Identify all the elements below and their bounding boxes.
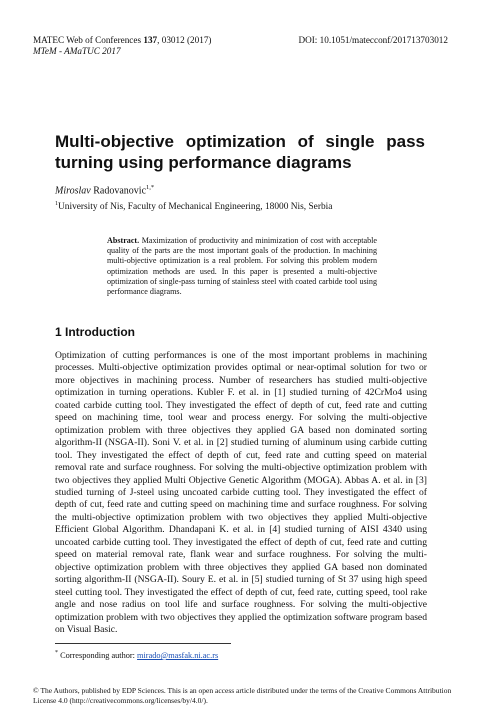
conference-name: MTeM - AMaTUC 2017 bbox=[33, 46, 121, 56]
footnote-label: Corresponding author: bbox=[58, 650, 138, 660]
affiliation bbox=[55, 201, 332, 212]
corresponding-email-link[interactable]: mirado@masfak.ni.ac.rs bbox=[137, 650, 219, 660]
footnote-mark: * bbox=[55, 650, 58, 656]
author-family-name: Radovanovic bbox=[90, 185, 147, 197]
running-header-left bbox=[33, 35, 211, 57]
journal-citation: MATEC Web of Conferences 137, 03012 (2017) bbox=[33, 35, 212, 45]
footnote-divider bbox=[55, 643, 231, 644]
author-superscript: 1,* bbox=[146, 184, 155, 191]
abstract-label: Abstract. bbox=[107, 236, 140, 245]
footnote bbox=[55, 650, 218, 660]
author-line bbox=[55, 184, 154, 196]
author-given-name: Miroslav bbox=[55, 185, 91, 197]
journal-volume: 137 bbox=[143, 35, 158, 45]
abstract bbox=[107, 236, 377, 297]
abstract-text: Maximization of productivity and minimization of cost with acceptable quality of the parts are the most important goals of the production. In machining multi-objective optimization is a real problem. For solving this problem modern optimization methods are used. In this paper is presented a multi-objective optimization of single-pass turning of stainless steel with coated carbide tool using performance diagrams. bbox=[107, 236, 377, 297]
affiliation-text: University of Nis, Faculty of Mechanical Engineering, 18000 Nis, Serbia bbox=[58, 202, 333, 213]
introduction-paragraph: Optimization of cutting performances is one of the most important problems in machining processes. Multi-objective optimization provides optimal or near-optimal solution for two or more objectives in machining process. Number of researchers has studied multi-objective optimization in turning operations. Kubler F. et al. in [1] studied turning of 42CrMo4 using coated carbide cutting tool. They investigated the effect of depth of cut, feed rate and cutting speed on machining time, tool wear and process energy. For solving the multi-objective optimization problem with three objectives they applied GA based non dominated sorting algorithm-II (NSGA-II). Soni V. et al. in [2] studied turning of aluminum using carbide cutting tool. They investigated the effect of depth of cut, feed rate and cutting speed on material removal rate and surface roughness. For solving the multi-objective optimization problem with two objectives they applied Multi Objective Genetic Algorithm (MOGA). Abbas A. et al. in [3] studied turning of J-steel using uncoated carbide cutting tool. They investigated the effect of depth of cut, feed rate and cutting speed on machining time and surface roughness. For solving the multi-objective optimization problem with two objectives they applied Multi-objective Efficient Global Algorithm. Dhandapani K. et al. in [4] studied turning of AISI 4340 using uncoated carbide cutting tool. They investigated the effect of depth of cut, feed rate and cutting speed on material removal rate, flank wear and surface roughness. For solving the multi-objective optimization problem with three objectives they applied GA based non dominated sorting algorithm-II (NSGA-II). Soury E. et al. in [5] studied turning of St 37 using high speed steel cutting tool. They investigated the effect of depth of cut, feed rate, cutting speed, tool rake angle and nose radius on tool life and surface roughness. For solving the multi-objective optimization problem with two objectives they applied the optimization software program based on Visual Basic. bbox=[55, 350, 427, 635]
section-heading: 1 Introduction bbox=[55, 325, 135, 339]
doi-label: DOI: 10.1051/matecconf/201713703012 bbox=[298, 35, 448, 45]
license-notice: © The Authors, published by EDP Sciences. This is an open access article distributed under the terms of the Creative Commons Attribution License 4.0 (http://creativecommons.org/licenses/by/4.0/). bbox=[33, 686, 452, 705]
paper-title: Multi-objective optimization of single pass turning using performance diagrams bbox=[55, 132, 425, 172]
affiliation-superscript: 1 bbox=[55, 201, 58, 207]
